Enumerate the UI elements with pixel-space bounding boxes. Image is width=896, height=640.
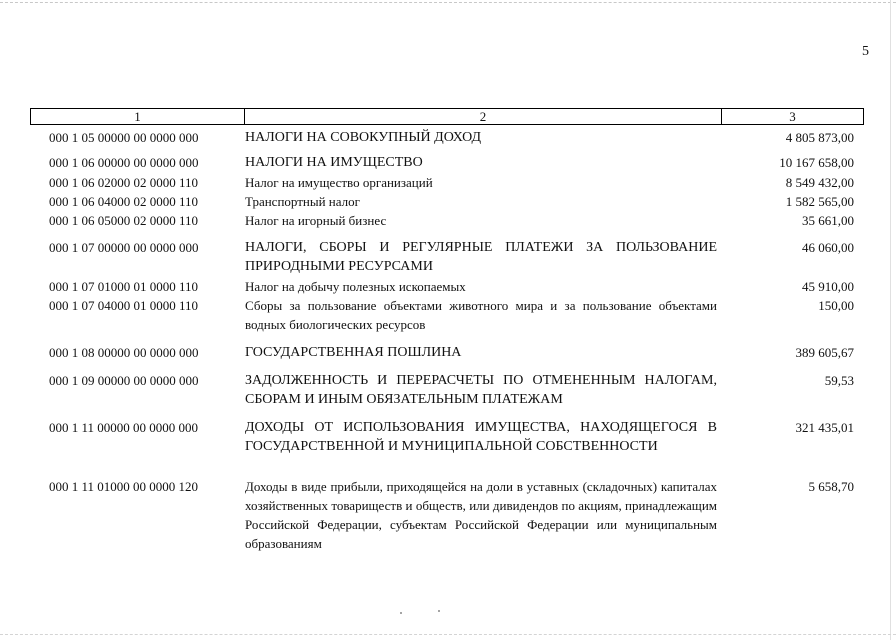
scan-edge-top: [0, 2, 896, 3]
row-amount: 5 658,70: [808, 479, 854, 494]
row-amount: 150,00: [818, 298, 854, 313]
row-amount: 45 910,00: [802, 279, 854, 294]
row-name: НАЛОГИ, СБОРЫ И РЕГУЛЯРНЫЕ ПЛАТЕЖИ ЗА ПОЛЬЗОВАНИЕ ПРИРОДНЫМИ РЕСУРСАМИ: [245, 240, 717, 274]
header-col-2: 2: [245, 109, 722, 124]
page-number: 5: [862, 44, 869, 59]
table-header: [30, 108, 864, 125]
row-name: Транспортный налог: [245, 194, 360, 209]
row-amount: 35 661,00: [802, 213, 854, 228]
scan-speck: [400, 612, 402, 614]
row-code: 000 1 05 00000 00 0000 000: [49, 130, 199, 145]
row-name: Доходы в виде прибыли, приходящейся на доли в уставных (складочных) капиталах хозяйственных товариществ и обществ, или дивидендов по акциям, принадлежащим Российской Федерации, субъектам Российской Федерации или муниципальным образованиям: [245, 479, 717, 551]
row-code: 000 1 08 00000 00 0000 000: [49, 345, 199, 360]
row-amount: 10 167 658,00: [779, 155, 854, 170]
row-code: 000 1 11 00000 00 0000 000: [49, 420, 199, 435]
scan-edge-right: [890, 0, 891, 640]
row-name: Сборы за пользование объектами животного мира и за пользование объектами водных биологических ресурсов: [245, 298, 717, 332]
row-code: 000 1 07 00000 00 0000 000: [49, 240, 199, 255]
row-name: ЗАДОЛЖЕННОСТЬ И ПЕРЕРАСЧЕТЫ ПО ОТМЕНЕННЫМ НАЛОГАМ, СБОРАМ И ИНЫМ ОБЯЗАТЕЛЬНЫМ ПЛАТЕЖАМ: [245, 373, 717, 407]
scan-edge-bottom: [0, 634, 896, 635]
row-amount: 4 805 873,00: [785, 130, 854, 145]
row-code: 000 1 06 00000 00 0000 000: [49, 155, 199, 170]
row-name: Налог на игорный бизнес: [245, 213, 387, 228]
row-name: Налог на добычу полезных ископаемых: [245, 279, 466, 294]
row-name: ДОХОДЫ ОТ ИСПОЛЬЗОВАНИЯ ИМУЩЕСТВА, НАХОДЯЩЕГОСЯ В ГОСУДАРСТВЕННОЙ И МУНИЦИПАЛЬНОЙ СОБСТВЕННОСТИ: [245, 420, 717, 454]
row-amount: 1 582 565,00: [785, 194, 854, 209]
row-amount: 8 549 432,00: [785, 175, 854, 190]
row-code: 000 1 07 01000 01 0000 110: [49, 279, 199, 294]
scan-speck: [438, 610, 440, 612]
row-code: 000 1 09 00000 00 0000 000: [49, 373, 199, 388]
row-name: НАЛОГИ НА ИМУЩЕСТВО: [245, 155, 423, 170]
row-code: 000 1 07 04000 01 0000 110: [49, 298, 199, 313]
row-amount: 389 605,67: [795, 345, 854, 360]
row-name: ГОСУДАРСТВЕННАЯ ПОШЛИНА: [245, 345, 462, 360]
row-code: 000 1 06 05000 02 0000 110: [49, 213, 199, 228]
row-amount: 59,53: [824, 373, 854, 388]
row-amount: 46 060,00: [802, 240, 854, 255]
row-name: Налог на имущество организаций: [245, 175, 433, 190]
row-name: НАЛОГИ НА СОВОКУПНЫЙ ДОХОД: [245, 130, 482, 145]
header-col-3: 3: [789, 109, 796, 124]
row-code: 000 1 06 02000 02 0000 110: [49, 175, 199, 190]
header-col-1: 1: [31, 109, 245, 124]
row-code: 000 1 11 01000 00 0000 120: [49, 479, 199, 494]
row-code: 000 1 06 04000 02 0000 110: [49, 194, 199, 209]
row-amount: 321 435,01: [795, 420, 854, 435]
